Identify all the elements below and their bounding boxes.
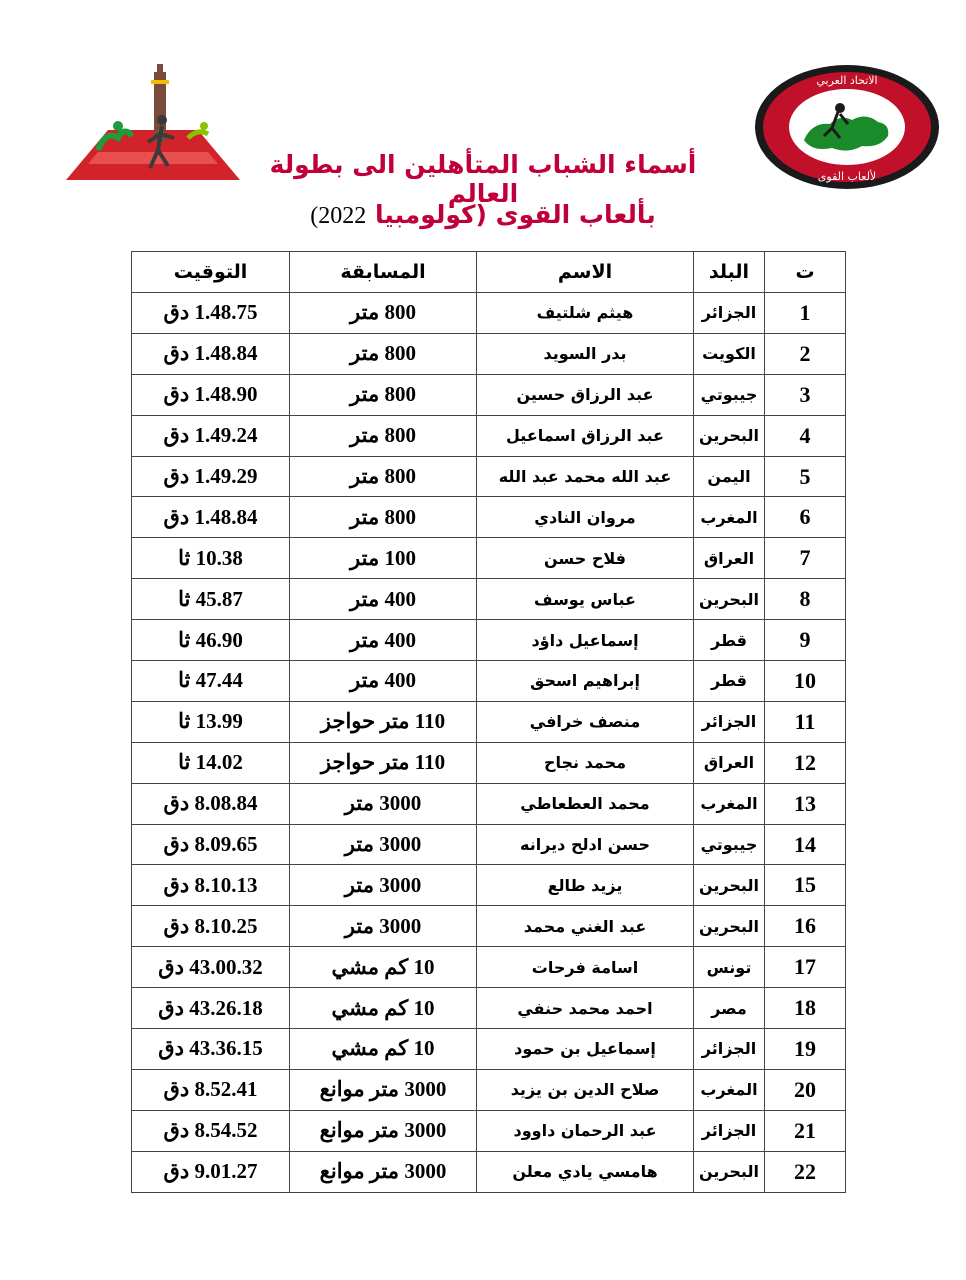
- table-row: [132, 865, 846, 906]
- header-time: التوقيت: [132, 252, 290, 293]
- header-name: الاسم: [477, 252, 694, 293]
- cell-event: 110 متر حواجز: [290, 701, 477, 742]
- cell-index: 20: [765, 1069, 846, 1110]
- table-header-row: [132, 252, 846, 293]
- cell-index: 19: [765, 1029, 846, 1070]
- table-row: [132, 579, 846, 620]
- cell-index: 15: [765, 865, 846, 906]
- table-row: [132, 415, 846, 456]
- cell-index: 9: [765, 620, 846, 661]
- cell-country: البحرين: [694, 865, 765, 906]
- cell-event: 3000 متر: [290, 824, 477, 865]
- cell-country: المغرب: [694, 783, 765, 824]
- cell-event: 800 متر: [290, 456, 477, 497]
- cell-country: البحرين: [694, 415, 765, 456]
- cell-event: 3000 متر: [290, 783, 477, 824]
- cell-index: 4: [765, 415, 846, 456]
- cell-country: البحرين: [694, 1151, 765, 1192]
- cell-index: 16: [765, 906, 846, 947]
- cell-name: احمد محمد حنفي: [477, 988, 694, 1029]
- cell-event: 800 متر: [290, 293, 477, 334]
- table-row: [132, 374, 846, 415]
- cell-name: عبد الغني محمد: [477, 906, 694, 947]
- cell-index: 6: [765, 497, 846, 538]
- cell-name: حسن ادلح ديرانه: [477, 824, 694, 865]
- cell-index: 22: [765, 1151, 846, 1192]
- cell-index: 1: [765, 293, 846, 334]
- cell-time: 43.26.18 دق: [132, 988, 290, 1029]
- cell-time: 8.09.65 دق: [132, 824, 290, 865]
- cell-index: 8: [765, 579, 846, 620]
- cell-event: 400 متر: [290, 620, 477, 661]
- cell-country: جيبوتي: [694, 824, 765, 865]
- cell-country: البحرين: [694, 579, 765, 620]
- cell-index: 3: [765, 374, 846, 415]
- cell-event: 10 كم مشي: [290, 1029, 477, 1070]
- table-row: [132, 988, 846, 1029]
- cell-country: مصر: [694, 988, 765, 1029]
- cell-name: اسامة فرحات: [477, 947, 694, 988]
- cell-country: العراق: [694, 742, 765, 783]
- cell-event: 10 كم مشي: [290, 988, 477, 1029]
- cell-time: 9.01.27 دق: [132, 1151, 290, 1192]
- cell-country: البحرين: [694, 906, 765, 947]
- svg-text:لألعاب القوى: لألعاب القوى: [817, 170, 877, 183]
- cell-country: قطر: [694, 620, 765, 661]
- cell-event: 3000 متر: [290, 865, 477, 906]
- cell-index: 10: [765, 661, 846, 702]
- cell-event: 110 متر حواجز: [290, 742, 477, 783]
- cell-index: 17: [765, 947, 846, 988]
- page-subtitle: [260, 200, 706, 230]
- cell-index: 2: [765, 333, 846, 374]
- cell-event: 3000 متر موانع: [290, 1110, 477, 1151]
- table-row: [132, 783, 846, 824]
- cell-index: 14: [765, 824, 846, 865]
- cell-time: 1.48.84 دق: [132, 497, 290, 538]
- cell-event: 400 متر: [290, 579, 477, 620]
- cell-time: 46.90 ثا: [132, 620, 290, 661]
- cell-name: صلاح الدين بن يزيد: [477, 1069, 694, 1110]
- table-row: [132, 456, 846, 497]
- header-event: المسابقة: [290, 252, 477, 293]
- cell-name: إسماعيل داؤد: [477, 620, 694, 661]
- cell-name: هيثم شلتيف: [477, 293, 694, 334]
- cell-event: 800 متر: [290, 374, 477, 415]
- cell-name: عبد الرزاق حسين: [477, 374, 694, 415]
- cell-name: مروان النادي: [477, 497, 694, 538]
- cell-event: 400 متر: [290, 661, 477, 702]
- table-row: [132, 661, 846, 702]
- cell-country: الجزائر: [694, 1029, 765, 1070]
- page-title: أسماء الشباب المتأهلين الى بطولة العالم: [269, 150, 697, 208]
- cell-time: 8.10.13 دق: [132, 865, 290, 906]
- cell-time: 1.48.75 دق: [132, 293, 290, 334]
- cell-country: الجزائر: [694, 701, 765, 742]
- cell-time: 8.52.41 دق: [132, 1069, 290, 1110]
- table-row: [132, 1110, 846, 1151]
- table-row: [132, 906, 846, 947]
- table-row: [132, 947, 846, 988]
- cell-time: 14.02 ثا: [132, 742, 290, 783]
- table-row: [132, 497, 846, 538]
- cell-name: عباس يوسف: [477, 579, 694, 620]
- cell-country: قطر: [694, 661, 765, 702]
- cell-event: 3000 متر موانع: [290, 1151, 477, 1192]
- cell-name: منصف خرافي: [477, 701, 694, 742]
- table-row: [132, 293, 846, 334]
- cell-time: 1.49.29 دق: [132, 456, 290, 497]
- event-emblem: [58, 60, 248, 188]
- cell-event: 3000 متر موانع: [290, 1069, 477, 1110]
- cell-time: 45.87 ثا: [132, 579, 290, 620]
- table-row: [132, 333, 846, 374]
- cell-index: 12: [765, 742, 846, 783]
- cell-index: 7: [765, 538, 846, 579]
- cell-country: الجزائر: [694, 293, 765, 334]
- cell-time: 10.38 ثا: [132, 538, 290, 579]
- header-country: البلد: [694, 252, 765, 293]
- cell-event: 100 متر: [290, 538, 477, 579]
- cell-index: 11: [765, 701, 846, 742]
- cell-country: المغرب: [694, 1069, 765, 1110]
- cell-event: 800 متر: [290, 415, 477, 456]
- cell-time: 1.48.90 دق: [132, 374, 290, 415]
- cell-name: يزيد طالع: [477, 865, 694, 906]
- qualifiers-table: [131, 251, 846, 1193]
- cell-time: 8.10.25 دق: [132, 906, 290, 947]
- cell-country: المغرب: [694, 497, 765, 538]
- cell-event: 10 كم مشي: [290, 947, 477, 988]
- table-row: [132, 1151, 846, 1192]
- cell-country: العراق: [694, 538, 765, 579]
- cell-country: اليمن: [694, 456, 765, 497]
- cell-name: عبد الله محمد عبد الله: [477, 456, 694, 497]
- cell-name: عبد الرحمان داوود: [477, 1110, 694, 1151]
- cell-time: 8.54.52 دق: [132, 1110, 290, 1151]
- cell-index: 21: [765, 1110, 846, 1151]
- cell-time: 1.48.84 دق: [132, 333, 290, 374]
- cell-name: إسماعيل بن حمود: [477, 1029, 694, 1070]
- table-row: [132, 824, 846, 865]
- cell-event: 800 متر: [290, 497, 477, 538]
- table-row: [132, 701, 846, 742]
- table-row: [132, 1029, 846, 1070]
- table-row: [132, 620, 846, 661]
- svg-text:الاتحاد العربي: الاتحاد العربي: [816, 74, 878, 87]
- table-row: [132, 538, 846, 579]
- cell-name: إبراهيم اسحق: [477, 661, 694, 702]
- cell-time: 43.00.32 دق: [132, 947, 290, 988]
- cell-name: فلاح حسن: [477, 538, 694, 579]
- federation-emblem: [752, 62, 942, 192]
- cell-time: 1.49.24 دق: [132, 415, 290, 456]
- table-row: [132, 742, 846, 783]
- table-row: [132, 1069, 846, 1110]
- cell-event: 3000 متر: [290, 906, 477, 947]
- subtitle-year: 2022): [310, 203, 367, 229]
- cell-country: الكويت: [694, 333, 765, 374]
- cell-country: الجزائر: [694, 1110, 765, 1151]
- cell-index: 5: [765, 456, 846, 497]
- header-index: ت: [765, 252, 846, 293]
- cell-event: 800 متر: [290, 333, 477, 374]
- cell-index: 13: [765, 783, 846, 824]
- cell-name: هامسي يادي معلن: [477, 1151, 694, 1192]
- cell-time: 47.44 ثا: [132, 661, 290, 702]
- table-body: [132, 293, 846, 1193]
- cell-time: 8.08.84 دق: [132, 783, 290, 824]
- cell-name: بدر السويد: [477, 333, 694, 374]
- cell-country: جيبوتي: [694, 374, 765, 415]
- cell-time: 13.99 ثا: [132, 701, 290, 742]
- subtitle-text: بألعاب القوى (كولومبيا: [375, 200, 656, 229]
- cell-name: محمد نجاح: [477, 742, 694, 783]
- cell-name: عبد الرزاق اسماعيل: [477, 415, 694, 456]
- cell-time: 43.36.15 دق: [132, 1029, 290, 1070]
- cell-name: محمد العطعاطي: [477, 783, 694, 824]
- cell-index: 18: [765, 988, 846, 1029]
- cell-country: تونس: [694, 947, 765, 988]
